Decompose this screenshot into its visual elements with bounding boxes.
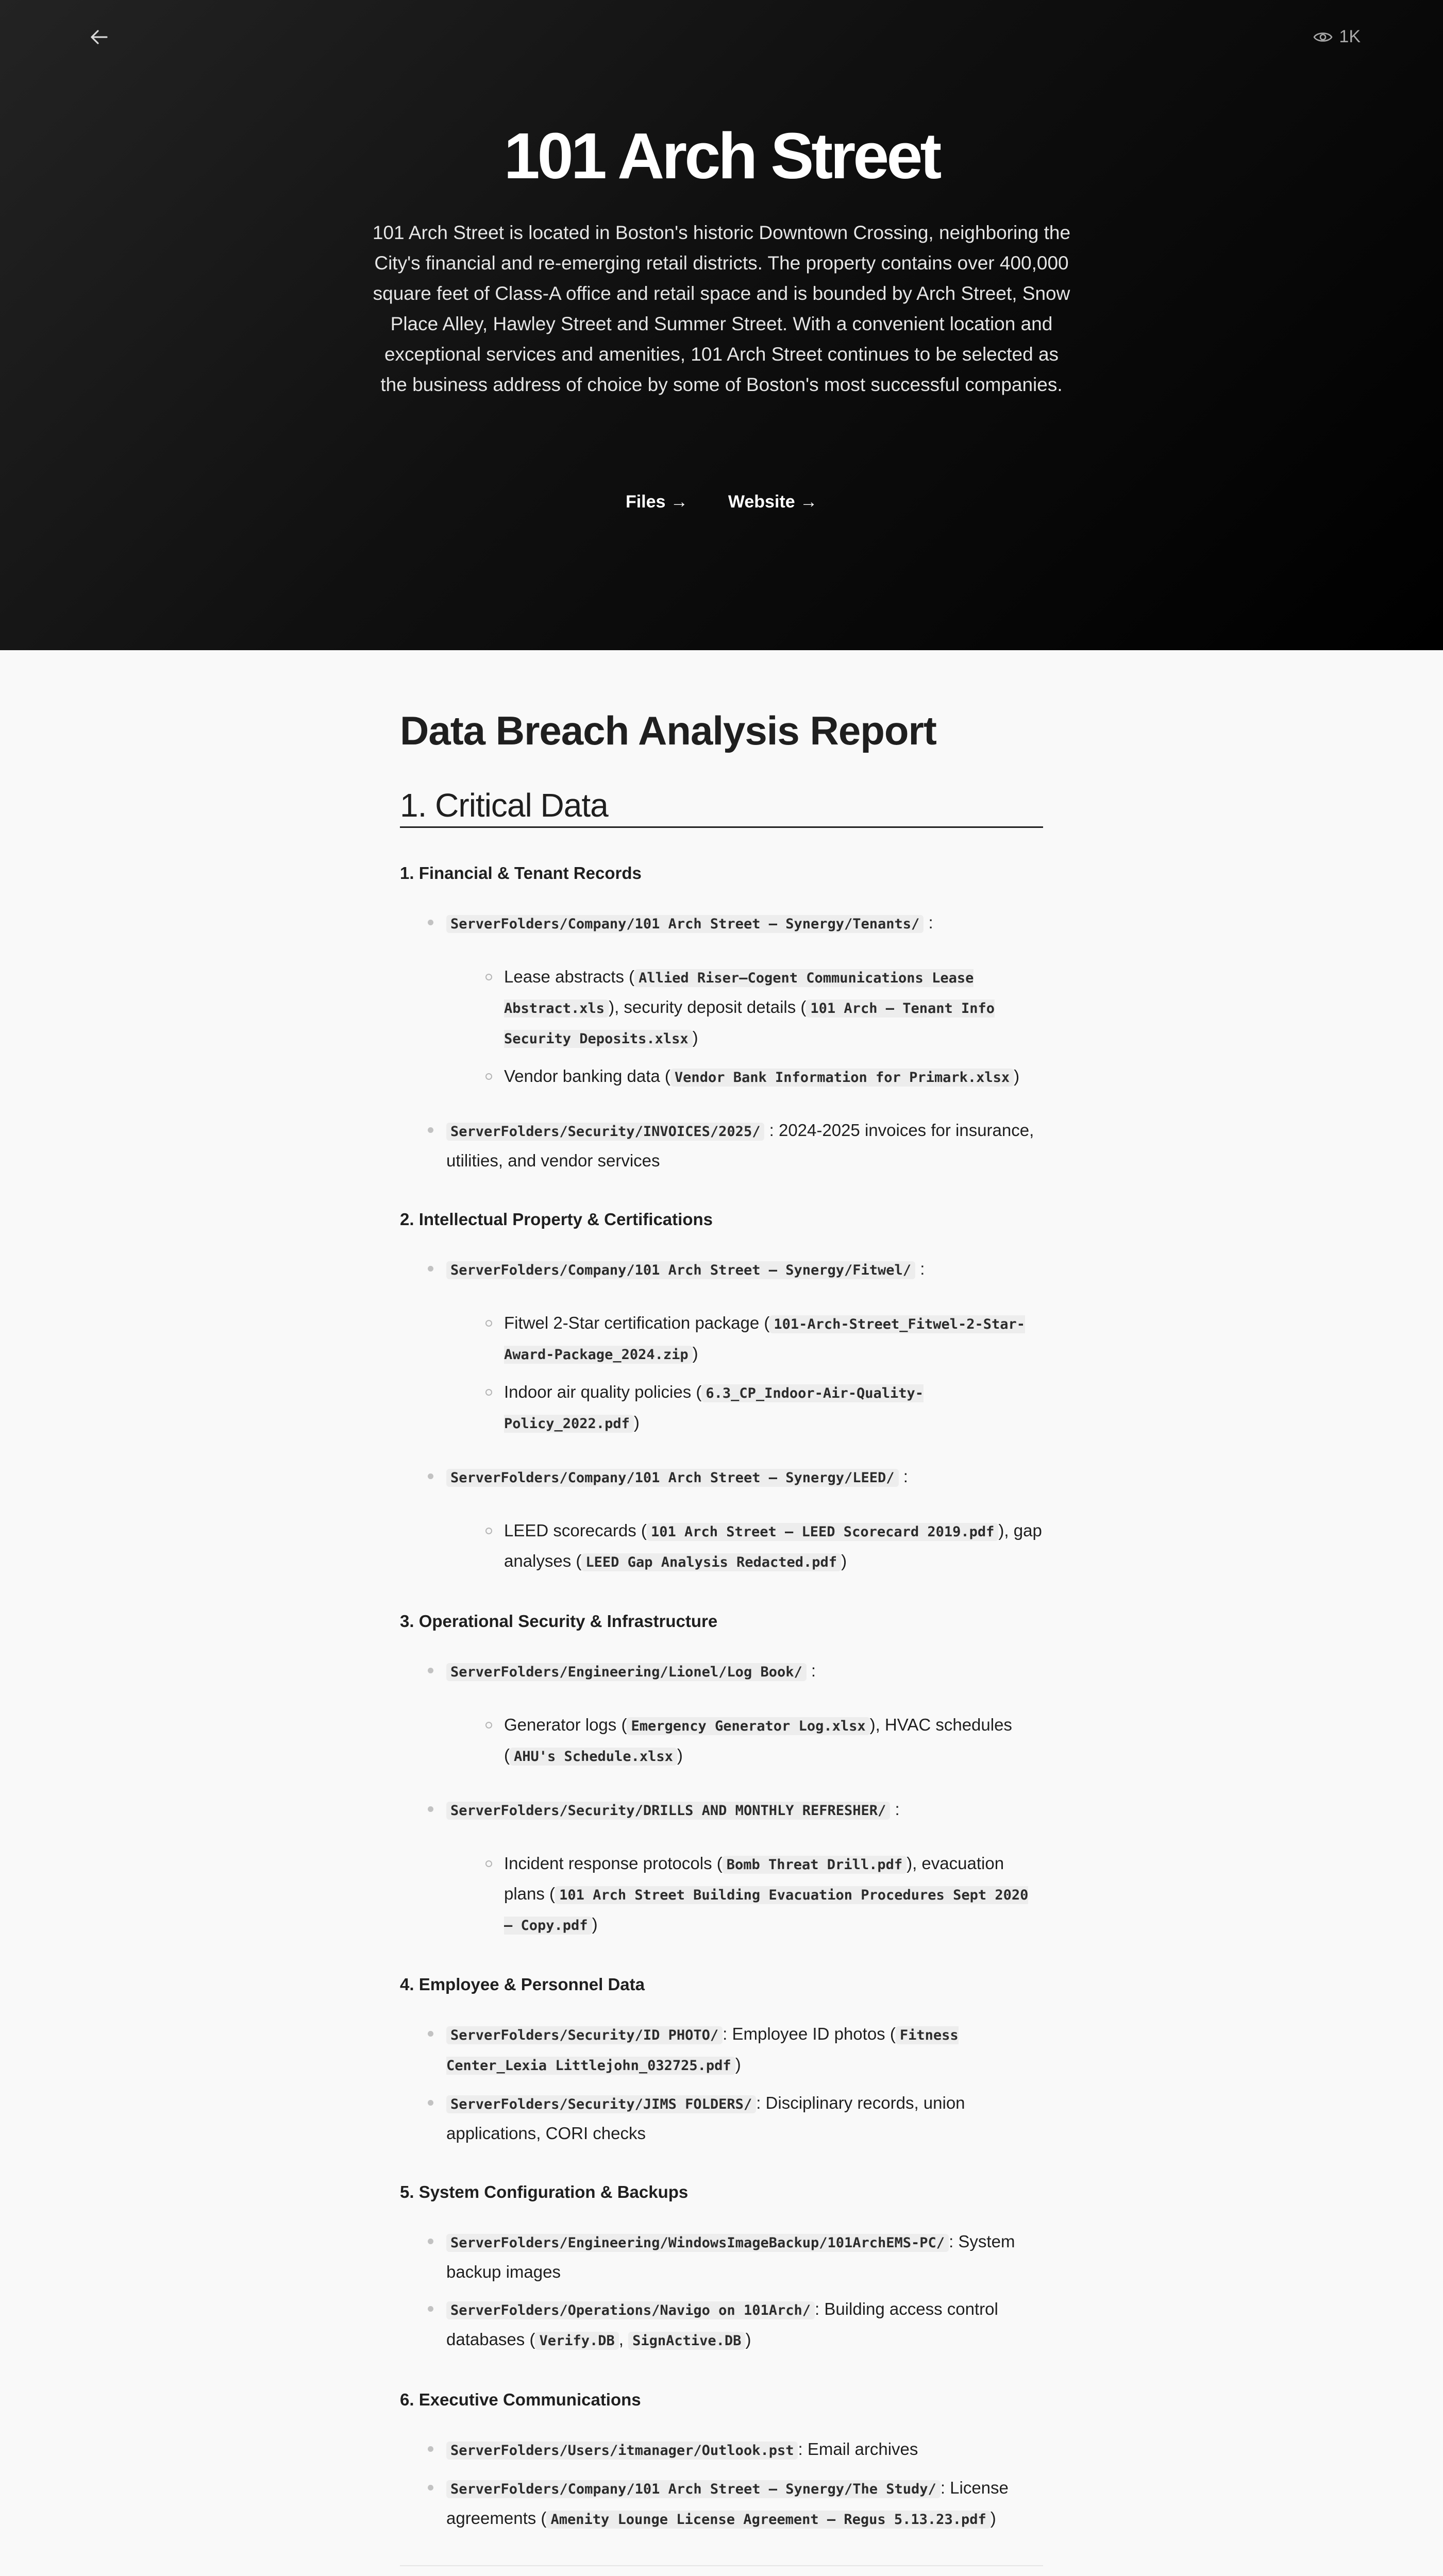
file-path: ServerFolders/Security/DRILLS AND MONTHLY REFRESHER/ <box>446 1802 890 1820</box>
file-path: ServerFolders/Security/ID PHOTO/ <box>446 2026 723 2044</box>
file-name: 101 Arch – Tenant Info Security Deposits.xlsx <box>504 1001 995 1047</box>
subsection-heading: 3. Operational Security & Infrastructure <box>400 1612 718 1631</box>
list-item <box>446 1255 1043 1438</box>
subsection-heading: 2. Intellectual Property & Certifications <box>400 1210 713 1229</box>
bullet-list <box>446 2435 1043 2534</box>
list-item <box>446 2020 1043 2080</box>
list-item <box>504 1710 1043 1771</box>
files-link[interactable]: Files → <box>625 492 688 512</box>
item-text: ), HVAC schedules ( <box>504 1715 1012 1765</box>
item-text: : Disciplinary records, union applications, CORI checks <box>446 2093 965 2143</box>
item-text: Lease abstracts ( <box>504 967 635 986</box>
arrow-left-icon <box>90 29 108 45</box>
file-name: Amenity Lounge License Agreement – Regus 5.13.23.pdf <box>546 2511 990 2529</box>
item-text: ) <box>990 2509 996 2528</box>
bullet-list <box>446 1255 1043 1577</box>
item-text: : Employee ID photos ( <box>723 2024 896 2043</box>
item-text: : <box>895 1800 900 1819</box>
file-path: ServerFolders/Company/101 Arch Street – Synergy/LEED/ <box>446 1469 899 1487</box>
file-path: ServerFolders/Security/INVOICES/2025/ <box>446 1123 764 1141</box>
file-name: 101-Arch-Street_Fitwel-2-Star-Award-Package_2024.zip <box>504 1316 1026 1363</box>
item-text: ), gap analyses ( <box>504 1521 1042 1570</box>
section-heading: 1. Critical Data <box>400 785 1043 828</box>
list-item <box>504 1849 1043 1940</box>
file-path: ServerFolders/Engineering/WindowsImageBackup/101ArchEMS-PC/ <box>446 2234 949 2252</box>
file-name: Vendor Bank Information for Primark.xlsx <box>670 1069 1014 1087</box>
subsection-heading: 6. Executive Communications <box>400 2390 641 2409</box>
list-item <box>446 2089 1043 2148</box>
bullet-list <box>446 1656 1043 1940</box>
item-text: ) <box>841 1551 847 1570</box>
file-path: ServerFolders/Users/itmanager/Outlook.pst <box>446 2442 798 2460</box>
file-path: ServerFolders/Operations/Navigo on 101Arch/ <box>446 2301 815 2319</box>
eye-icon <box>1313 30 1333 44</box>
section-divider <box>400 2565 1043 2566</box>
file-name: 6.3_CP_Indoor-Air-Quality-Policy_2022.pdf <box>504 1385 924 1432</box>
bullet-list <box>446 2227 1043 2355</box>
file-path: ServerFolders/Company/101 Arch Street – Synergy/The Study/ <box>446 2480 941 2498</box>
item-text: Indoor air quality policies ( <box>504 1382 702 1401</box>
item-text: ), security deposit details ( <box>609 997 807 1016</box>
item-text: ) <box>677 1745 683 1765</box>
file-path: ServerFolders/Company/101 Arch Street – Synergy/Tenants/ <box>446 915 924 933</box>
nested-list <box>504 1849 1043 1940</box>
item-text: Generator logs ( <box>504 1715 627 1734</box>
list-item <box>504 1516 1043 1577</box>
subsection-heading: 4. Employee & Personnel Data <box>400 1975 645 1994</box>
report-content <box>400 707 1043 2576</box>
nested-list <box>504 1710 1043 1771</box>
list-item <box>446 908 1043 1092</box>
item-text: Fitwel 2-Star certification package ( <box>504 1313 770 1332</box>
item-text: : <box>928 913 933 932</box>
list-item <box>446 1656 1043 1771</box>
list-item <box>446 2435 1043 2465</box>
file-name: LEED Gap Analysis Redacted.pdf <box>581 1553 841 1571</box>
file-name: Allied Riser–Cogent Communications Lease Abstract.xls <box>504 970 974 1016</box>
list-item <box>504 1062 1043 1092</box>
bullet-list <box>446 2020 1043 2148</box>
file-name: Emergency Generator Log.xlsx <box>627 1717 869 1735</box>
list-item <box>504 1378 1043 1438</box>
item-text: ), evacuation plans ( <box>504 1854 1004 1903</box>
list-item <box>504 1309 1043 1369</box>
list-item <box>446 2295 1043 2355</box>
item-text: Incident response protocols ( <box>504 1854 723 1873</box>
item-text: : Email archives <box>798 2439 918 2459</box>
list-item <box>446 1116 1043 1175</box>
file-name: 101 Arch Street – LEED Scorecard 2019.pdf <box>647 1523 998 1541</box>
file-name: Bomb Threat Drill.pdf <box>723 1856 907 1874</box>
nested-list <box>504 1309 1043 1438</box>
item-text: Vendor banking data ( <box>504 1066 670 1086</box>
list-item <box>446 2473 1043 2534</box>
website-link[interactable]: Website → <box>728 492 818 512</box>
section-critical-data <box>400 785 1043 2534</box>
view-count-value: 1K <box>1339 27 1361 46</box>
back-button[interactable] <box>82 25 115 49</box>
report-title: Data Breach Analysis Report <box>400 708 936 753</box>
list-item <box>446 2227 1043 2286</box>
item-text: ) <box>745 2330 751 2349</box>
file-path: ServerFolders/Engineering/Lionel/Log Book/ <box>446 1663 807 1681</box>
file-name: 101 Arch Street Building Evacuation Procedures Sept 2020 – Copy.pdf <box>504 1887 1029 1934</box>
item-text: : Building access control databases ( <box>446 2299 998 2349</box>
nested-list <box>504 1516 1043 1577</box>
item-text: LEED scorecards ( <box>504 1521 647 1540</box>
nested-list <box>504 962 1043 1092</box>
item-text: ) <box>633 1413 640 1432</box>
hero-banner <box>0 0 1443 650</box>
file-path: ServerFolders/Company/101 Arch Street – Synergy/Fitwel/ <box>446 1261 915 1279</box>
item-text: : 2024-2025 invoices for insurance, utilities, and vendor services <box>446 1121 1034 1170</box>
item-text: ) <box>692 1344 698 1363</box>
list-item <box>446 1795 1043 1940</box>
file-name: Verify.DB <box>535 2332 618 2350</box>
bullet-list <box>446 908 1043 1175</box>
page-title: 101 Arch Street <box>504 120 939 192</box>
item-text: : License agreements ( <box>446 2478 1009 2528</box>
item-text: , <box>618 2330 629 2349</box>
item-text: : System backup images <box>446 2232 1015 2281</box>
file-name: AHU's Schedule.xlsx <box>510 1748 677 1766</box>
subsection-heading: 5. System Configuration & Backups <box>400 2182 689 2201</box>
list-item <box>504 962 1043 1054</box>
property-description: 101 Arch Street is located in Boston's historic Downtown Crossing, neighboring the City's financial and re-emerging retail districts. The property contains over 400,000 square feet of Class-A office and retail space and is bounded by Arch Street, Snow Place Alley, Hawley Street and Summer Street. With a convenient location and exceptional services and amenities, 101 Arch Street continues to be selected as the business address of choice by some of Boston's most successful companies. <box>372 222 1071 395</box>
item-text: ) <box>735 2055 741 2074</box>
list-item <box>446 1462 1043 1577</box>
file-name: Fitness Center_Lexia Littlejohn_032725.pdf <box>446 2027 959 2074</box>
file-path: ServerFolders/Security/JIMS FOLDERS/ <box>446 2095 756 2113</box>
item-text: : <box>811 1661 816 1680</box>
view-count <box>1313 27 1361 47</box>
subsection-heading: 1. Financial & Tenant Records <box>400 863 642 883</box>
file-name: SignActive.DB <box>628 2332 745 2350</box>
item-text: ) <box>1014 1066 1020 1086</box>
item-text: ) <box>692 1028 698 1047</box>
hero-links <box>0 492 1443 512</box>
item-text: : <box>920 1259 925 1278</box>
item-text: ) <box>592 1914 598 1934</box>
item-text: : <box>903 1467 908 1486</box>
